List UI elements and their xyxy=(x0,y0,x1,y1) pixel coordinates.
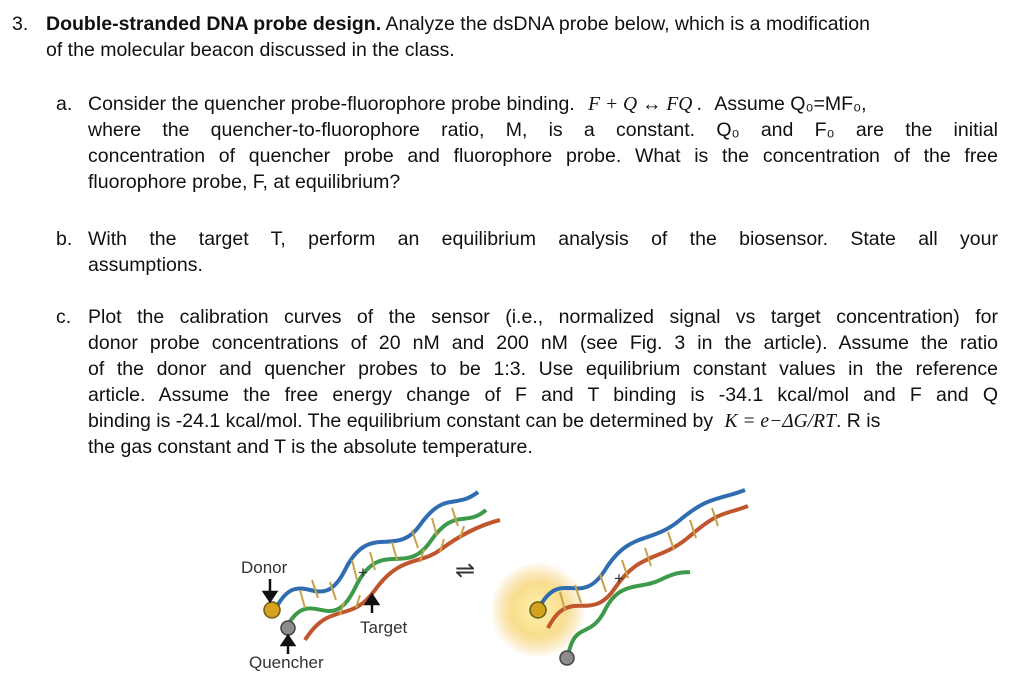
donor-fluorophore-glowing-icon xyxy=(530,602,546,618)
part-a-assumption: Assume Q₀=MF₀, xyxy=(714,93,867,115)
equilibrium-arrow-icon: ⇌ xyxy=(455,557,476,584)
donor-label: Donor xyxy=(241,558,288,577)
part-c-line-5 xyxy=(88,409,998,434)
problem-number: 3. xyxy=(12,13,29,35)
problem-title: Double-stranded DNA probe design. xyxy=(46,13,382,35)
problem-intro-2: of the molecular beacon discussed in the class. xyxy=(46,39,455,61)
part-c-line-6: the gas constant and T is the absolute temperature. xyxy=(88,436,533,458)
quencher-icon xyxy=(281,621,295,635)
part-c-line-2: donor probe concentrations of 20 nM and 200 nM (see Fig. 3 in the article). Assume the ratio xyxy=(88,332,998,354)
right-complex xyxy=(490,490,748,665)
problem-intro-1: Analyze the dsDNA probe below, which is a modification xyxy=(385,13,870,35)
part-a-line-2: where the quencher-to-fluorophore ratio, M, is a constant. Q₀ and F₀ are the initial xyxy=(88,119,998,141)
released-quencher-icon xyxy=(560,651,574,665)
part-a-label: a. xyxy=(56,93,73,115)
part-c-line-3: of the donor and quencher probes to be 1:3. Use equilibrium constant values in the reference xyxy=(88,358,998,380)
donor-arrow-icon xyxy=(264,579,276,601)
quencher-label: Quencher xyxy=(249,653,324,672)
part-a-line-3: concentration of quencher probe and fluorophore probe. What is the concentration of the free xyxy=(88,145,998,167)
released-quencher-strand xyxy=(568,572,690,656)
problem-header xyxy=(46,12,870,36)
plus-sign-right: + xyxy=(614,569,624,588)
target-label: Target xyxy=(360,618,408,637)
binding-equation: F + Q ↔ FQ . xyxy=(588,94,703,115)
part-c-tail-5: . R is xyxy=(835,410,881,432)
plus-sign-left: + xyxy=(358,563,368,582)
dsdna-probe-figure xyxy=(0,470,1024,698)
part-c-label: c. xyxy=(56,306,72,328)
part-c-text-5: binding is -24.1 kcal/mol. The equilibrium constant can be determined by xyxy=(88,410,714,432)
donor-fluorophore-icon xyxy=(264,602,280,618)
part-b-line-1: With the target T, perform an equilibrium analysis of the biosensor. State all your xyxy=(88,228,998,250)
equilibrium-constant-equation: K = e−ΔG/RT xyxy=(724,411,836,432)
part-b-line-2: assumptions. xyxy=(88,254,203,276)
part-a-line-4: fluorophore probe, F, at equilibrium? xyxy=(88,171,401,193)
part-b-label: b. xyxy=(56,228,73,250)
part-c-line-1: Plot the calibration curves of the sensor (i.e., normalized signal vs target concentration) for xyxy=(88,306,998,328)
quencher-arrow-icon xyxy=(282,636,294,654)
part-a-line-1 xyxy=(88,92,867,117)
part-c-line-4: article. Assume the free energy change of F and T binding is -34.1 kcal/mol and F and Q xyxy=(88,384,998,406)
part-a-text-1: Consider the quencher probe-fluorophore probe binding. xyxy=(88,93,575,115)
